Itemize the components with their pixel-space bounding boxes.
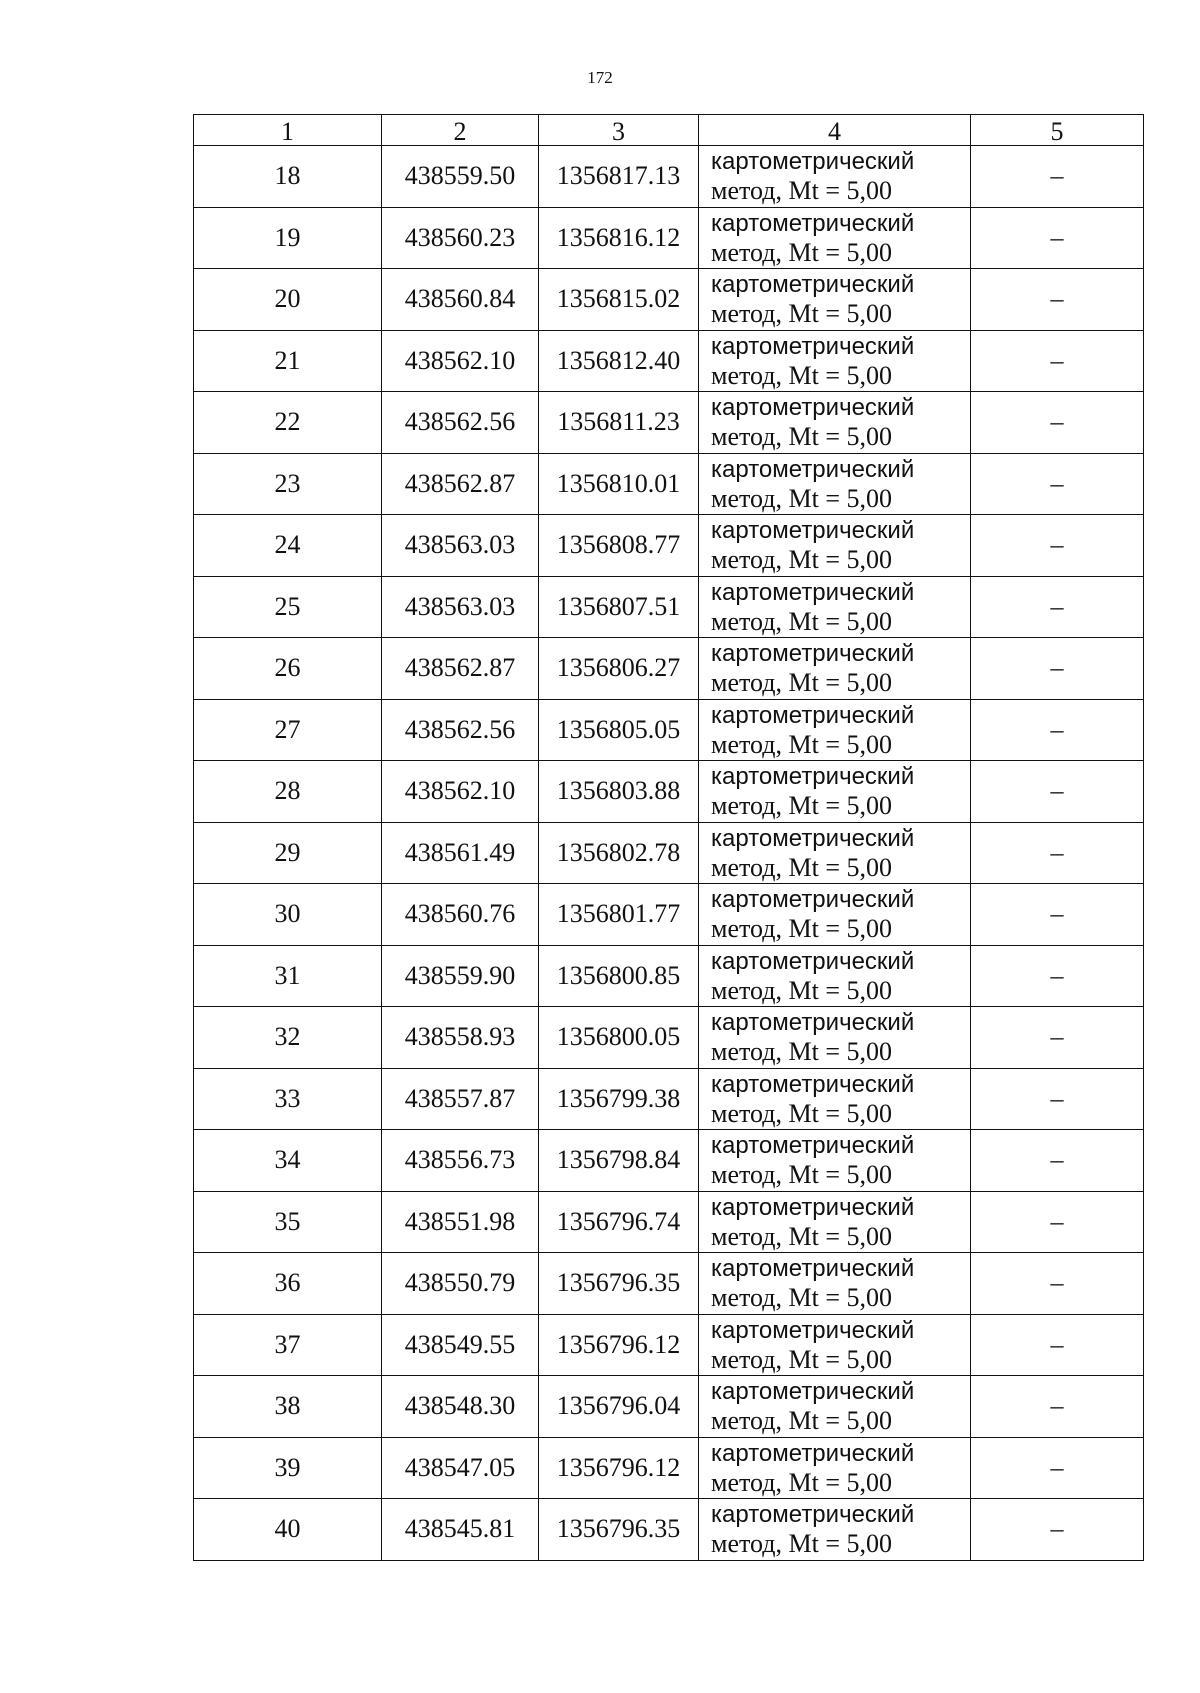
x-coordinate-cell: 438560.84	[382, 269, 539, 331]
table-row	[194, 207, 1144, 269]
y-coordinate-cell: 1356817.13	[539, 146, 699, 208]
note-cell: –	[971, 146, 1144, 208]
y-coordinate-cell: 1356796.12	[539, 1314, 699, 1376]
method-accuracy: метод, Mt = 5,00	[711, 791, 892, 821]
method-name: картометрический	[711, 1255, 915, 1283]
method-accuracy: метод, Mt = 5,00	[711, 1344, 892, 1374]
method-cell	[699, 1068, 971, 1130]
point-number-cell: 19	[194, 207, 382, 269]
method-accuracy: метод, Mt = 5,00	[711, 237, 892, 267]
method-name: картометрический	[711, 1439, 915, 1467]
table-row	[194, 269, 1144, 331]
method-cell	[699, 1253, 971, 1315]
note-cell: –	[971, 822, 1144, 884]
note-cell: –	[971, 699, 1144, 761]
y-coordinate-cell: 1356808.77	[539, 515, 699, 577]
note-cell: –	[971, 1499, 1144, 1561]
point-number-cell: 38	[194, 1376, 382, 1438]
point-number-cell: 29	[194, 822, 382, 884]
method-accuracy: метод, Mt = 5,00	[711, 299, 892, 329]
method-name: картометрический	[711, 886, 915, 914]
coordinates-table	[193, 114, 1144, 1561]
y-coordinate-cell: 1356810.01	[539, 453, 699, 515]
table-row	[194, 1499, 1144, 1561]
note-cell: –	[971, 453, 1144, 515]
y-coordinate-cell: 1356803.88	[539, 761, 699, 823]
method-accuracy: метод, Mt = 5,00	[711, 422, 892, 452]
table-row	[194, 1130, 1144, 1192]
method-name: картометрический	[711, 455, 915, 483]
method-accuracy: метод, Mt = 5,00	[711, 668, 892, 698]
x-coordinate-cell: 438559.90	[382, 945, 539, 1007]
method-name: картометрический	[711, 1070, 915, 1098]
table-row	[194, 638, 1144, 700]
x-coordinate-cell: 438560.76	[382, 884, 539, 946]
method-accuracy: метод, Mt = 5,00	[711, 483, 892, 513]
note-cell: –	[971, 1007, 1144, 1069]
method-accuracy: метод, Mt = 5,00	[711, 1529, 892, 1559]
y-coordinate-cell: 1356796.04	[539, 1376, 699, 1438]
x-coordinate-cell: 438562.10	[382, 330, 539, 392]
point-number-cell: 22	[194, 392, 382, 454]
page-number: 172	[587, 68, 613, 87]
method-cell	[699, 330, 971, 392]
method-accuracy: метод, Mt = 5,00	[711, 606, 892, 636]
x-coordinate-cell: 438561.49	[382, 822, 539, 884]
method-name: картометрический	[711, 148, 915, 176]
y-coordinate-cell: 1356805.05	[539, 699, 699, 761]
table-row	[194, 884, 1144, 946]
method-accuracy: метод, Mt = 5,00	[711, 1037, 892, 1067]
column-header: 2	[382, 115, 539, 146]
method-accuracy: метод, Mt = 5,00	[711, 176, 892, 206]
column-header: 5	[971, 115, 1144, 146]
method-name: картометрический	[711, 763, 915, 791]
x-coordinate-cell: 438545.81	[382, 1499, 539, 1561]
note-cell: –	[971, 1191, 1144, 1253]
method-name: картометрический	[711, 1193, 915, 1221]
method-cell	[699, 392, 971, 454]
method-accuracy: метод, Mt = 5,00	[711, 545, 892, 575]
method-name: картометрический	[711, 209, 915, 237]
method-cell	[699, 1499, 971, 1561]
point-number-cell: 20	[194, 269, 382, 331]
method-cell	[699, 761, 971, 823]
y-coordinate-cell: 1356796.35	[539, 1253, 699, 1315]
method-cell	[699, 699, 971, 761]
table-body	[194, 146, 1144, 1561]
note-cell: –	[971, 884, 1144, 946]
method-cell	[699, 1437, 971, 1499]
table-row	[194, 392, 1144, 454]
note-cell: –	[971, 330, 1144, 392]
method-accuracy: метод, Mt = 5,00	[711, 360, 892, 390]
method-name: картометрический	[711, 1501, 915, 1529]
table-header	[194, 115, 1144, 146]
table-row	[194, 699, 1144, 761]
table-row	[194, 1068, 1144, 1130]
y-coordinate-cell: 1356800.05	[539, 1007, 699, 1069]
table-row	[194, 1007, 1144, 1069]
method-accuracy: метод, Mt = 5,00	[711, 1467, 892, 1497]
x-coordinate-cell: 438548.30	[382, 1376, 539, 1438]
note-cell: –	[971, 1314, 1144, 1376]
x-coordinate-cell: 438562.56	[382, 392, 539, 454]
method-cell	[699, 146, 971, 208]
y-coordinate-cell: 1356800.85	[539, 945, 699, 1007]
point-number-cell: 31	[194, 945, 382, 1007]
method-name: картометрический	[711, 701, 915, 729]
method-name: картометрический	[711, 1132, 915, 1160]
method-name: картометрический	[711, 1009, 915, 1037]
note-cell: –	[971, 1376, 1144, 1438]
x-coordinate-cell: 438556.73	[382, 1130, 539, 1192]
header-row	[194, 115, 1144, 146]
table-row	[194, 945, 1144, 1007]
point-number-cell: 37	[194, 1314, 382, 1376]
x-coordinate-cell: 438547.05	[382, 1437, 539, 1499]
method-name: картометрический	[711, 332, 915, 360]
method-cell	[699, 1007, 971, 1069]
method-cell	[699, 1314, 971, 1376]
y-coordinate-cell: 1356796.74	[539, 1191, 699, 1253]
table-row	[194, 1376, 1144, 1438]
point-number-cell: 39	[194, 1437, 382, 1499]
note-cell: –	[971, 207, 1144, 269]
y-coordinate-cell: 1356812.40	[539, 330, 699, 392]
method-name: картометрический	[711, 394, 915, 422]
x-coordinate-cell: 438563.03	[382, 515, 539, 577]
point-number-cell: 32	[194, 1007, 382, 1069]
y-coordinate-cell: 1356799.38	[539, 1068, 699, 1130]
method-cell	[699, 1130, 971, 1192]
table-row	[194, 822, 1144, 884]
table-row	[194, 330, 1144, 392]
method-cell	[699, 822, 971, 884]
point-number-cell: 26	[194, 638, 382, 700]
method-cell	[699, 1376, 971, 1438]
x-coordinate-cell: 438559.50	[382, 146, 539, 208]
method-accuracy: метод, Mt = 5,00	[711, 975, 892, 1005]
point-number-cell: 27	[194, 699, 382, 761]
x-coordinate-cell: 438557.87	[382, 1068, 539, 1130]
y-coordinate-cell: 1356807.51	[539, 576, 699, 638]
method-name: картометрический	[711, 640, 915, 668]
y-coordinate-cell: 1356816.12	[539, 207, 699, 269]
x-coordinate-cell: 438562.87	[382, 638, 539, 700]
y-coordinate-cell: 1356802.78	[539, 822, 699, 884]
point-number-cell: 23	[194, 453, 382, 515]
y-coordinate-cell: 1356811.23	[539, 392, 699, 454]
point-number-cell: 25	[194, 576, 382, 638]
table-row	[194, 576, 1144, 638]
method-name: картометрический	[711, 578, 915, 606]
method-accuracy: метод, Mt = 5,00	[711, 1098, 892, 1128]
x-coordinate-cell: 438562.10	[382, 761, 539, 823]
point-number-cell: 18	[194, 146, 382, 208]
method-name: картометрический	[711, 947, 915, 975]
note-cell: –	[971, 638, 1144, 700]
method-accuracy: метод, Mt = 5,00	[711, 1221, 892, 1251]
x-coordinate-cell: 438551.98	[382, 1191, 539, 1253]
table-row	[194, 1253, 1144, 1315]
note-cell: –	[971, 1130, 1144, 1192]
method-name: картометрический	[711, 1378, 915, 1406]
method-accuracy: метод, Mt = 5,00	[711, 1160, 892, 1190]
y-coordinate-cell: 1356796.12	[539, 1437, 699, 1499]
column-header: 1	[194, 115, 382, 146]
method-cell	[699, 207, 971, 269]
method-cell	[699, 515, 971, 577]
method-name: картометрический	[711, 517, 915, 545]
point-number-cell: 36	[194, 1253, 382, 1315]
table-row	[194, 1191, 1144, 1253]
point-number-cell: 35	[194, 1191, 382, 1253]
note-cell: –	[971, 945, 1144, 1007]
point-number-cell: 21	[194, 330, 382, 392]
y-coordinate-cell: 1356801.77	[539, 884, 699, 946]
x-coordinate-cell: 438550.79	[382, 1253, 539, 1315]
method-cell	[699, 945, 971, 1007]
x-coordinate-cell: 438562.56	[382, 699, 539, 761]
table-row	[194, 515, 1144, 577]
y-coordinate-cell: 1356798.84	[539, 1130, 699, 1192]
note-cell: –	[971, 1068, 1144, 1130]
x-coordinate-cell: 438560.23	[382, 207, 539, 269]
method-cell	[699, 453, 971, 515]
note-cell: –	[971, 1253, 1144, 1315]
table-row	[194, 1437, 1144, 1499]
method-accuracy: метод, Mt = 5,00	[711, 1283, 892, 1313]
method-cell	[699, 269, 971, 331]
y-coordinate-cell: 1356815.02	[539, 269, 699, 331]
method-name: картометрический	[711, 1316, 915, 1344]
note-cell: –	[971, 576, 1144, 638]
y-coordinate-cell: 1356796.35	[539, 1499, 699, 1561]
point-number-cell: 24	[194, 515, 382, 577]
point-number-cell: 28	[194, 761, 382, 823]
method-accuracy: метод, Mt = 5,00	[711, 729, 892, 759]
method-cell	[699, 638, 971, 700]
method-cell	[699, 576, 971, 638]
method-cell	[699, 1191, 971, 1253]
column-header: 3	[539, 115, 699, 146]
note-cell: –	[971, 269, 1144, 331]
column-header: 4	[699, 115, 971, 146]
method-accuracy: метод, Mt = 5,00	[711, 852, 892, 882]
table-row	[194, 761, 1144, 823]
note-cell: –	[971, 761, 1144, 823]
point-number-cell: 33	[194, 1068, 382, 1130]
table-row	[194, 1314, 1144, 1376]
x-coordinate-cell: 438558.93	[382, 1007, 539, 1069]
table-row	[194, 146, 1144, 208]
note-cell: –	[971, 392, 1144, 454]
y-coordinate-cell: 1356806.27	[539, 638, 699, 700]
note-cell: –	[971, 515, 1144, 577]
point-number-cell: 34	[194, 1130, 382, 1192]
table-row	[194, 453, 1144, 515]
x-coordinate-cell: 438549.55	[382, 1314, 539, 1376]
method-name: картометрический	[711, 271, 915, 299]
note-cell: –	[971, 1437, 1144, 1499]
method-accuracy: метод, Mt = 5,00	[711, 1406, 892, 1436]
method-cell	[699, 884, 971, 946]
method-name: картометрический	[711, 824, 915, 852]
point-number-cell: 30	[194, 884, 382, 946]
x-coordinate-cell: 438562.87	[382, 453, 539, 515]
x-coordinate-cell: 438563.03	[382, 576, 539, 638]
point-number-cell: 40	[194, 1499, 382, 1561]
method-accuracy: метод, Mt = 5,00	[711, 914, 892, 944]
